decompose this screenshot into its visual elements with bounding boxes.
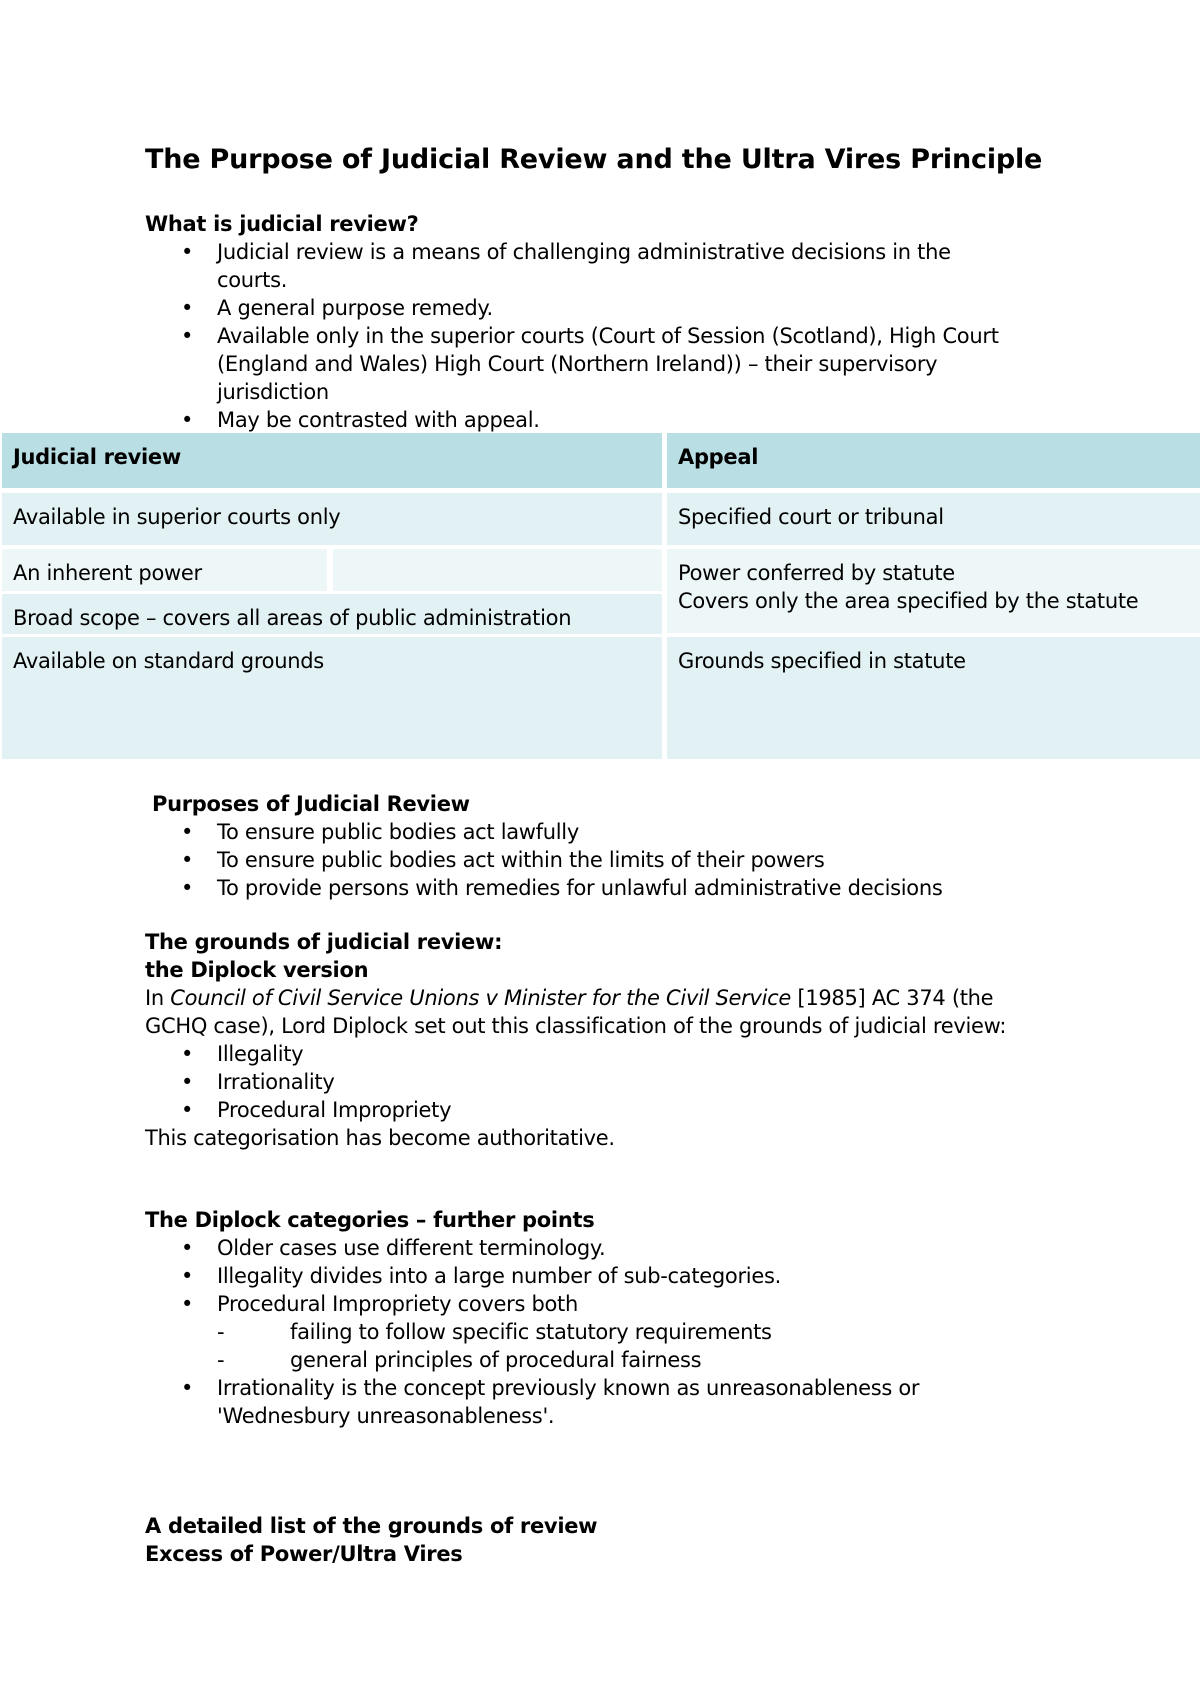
sub-list-item: - failing to follow specific statutory requirements [145,1318,1005,1346]
bullet-list [145,1374,1005,1430]
intro-suffix: [1985] AC 374 (the GCHQ case), Lord Diplock set out this classification of the grounds of judicial review: [145,986,1007,1038]
section-further-points [145,1206,1005,1430]
table-cell-line: Power conferred by statute [678,561,955,585]
intro-prefix: In [145,986,171,1010]
bullet-list [145,818,1045,902]
page-title: The Purpose of Judicial Review and the Ultra Vires Principle [145,144,1043,175]
list-item: • To ensure public bodies act within the limits of their powers [145,846,1045,874]
table-cell: An inherent power [2,549,327,591]
table-cell: Grounds specified in statute [667,637,1200,759]
section-purposes [145,790,1045,902]
section-heading: The Diplock categories – further points [145,1208,595,1232]
list-item: • Irrationality [145,1068,1025,1096]
list-item: • Judicial review is a means of challenging administrative decisions in the courts. [145,238,1005,294]
section-heading: A detailed list of the grounds of review [145,1514,598,1538]
table-cell: Available in superior courts only [2,493,662,545]
list-item: • Available only in the superior courts (Court of Session (Scotland), High Court (England and Wales) High Court (Northern Ireland)) – their supervisory jurisdiction [145,322,1005,406]
section-subheading: the Diplock version [145,958,369,982]
sub-list-item: - general principles of procedural fairness [145,1346,1005,1374]
list-item: • Irrationality is the concept previously known as unreasonableness or 'Wednesbury unreasonableness'. [145,1374,1005,1430]
bullet-list [145,1234,1005,1318]
section-subheading: Excess of Power/Ultra Vires [145,1542,463,1566]
section-what-is [145,210,1005,434]
list-item: • May be contrasted with appeal. [145,406,1005,434]
list-item: • Procedural Impropriety [145,1096,1025,1124]
section-heading: Purposes of Judicial Review [152,792,470,816]
table-cell-line: Covers only the area specified by the statute [678,589,1139,613]
case-name: Council of Civil Service Unions v Minister for the Civil Service [170,986,792,1010]
comparison-table [2,433,1200,759]
section-heading: The grounds of judicial review: [145,930,503,954]
list-item: • Illegality [145,1040,1025,1068]
bullet-list [145,1040,1025,1124]
list-item: • Illegality divides into a large number of sub-categories. [145,1262,1005,1290]
list-item: • Older cases use different terminology. [145,1234,1005,1262]
list-item: • A general purpose remedy. [145,294,1005,322]
list-item: • Procedural Impropriety covers both [145,1290,1005,1318]
grounds-intro [145,984,1025,1040]
table-cell: Available on standard grounds [2,637,662,759]
dash-list [145,1318,1005,1374]
bullet-list [145,238,1005,434]
table-header-appeal: Appeal [667,433,1200,488]
table-cell-merged [667,549,1200,633]
section-heading: What is judicial review? [145,212,419,236]
section-grounds [145,928,1025,1152]
list-item: • To ensure public bodies act lawfully [145,818,1045,846]
table-cell: Broad scope – covers all areas of public administration [2,594,662,634]
list-item: • To provide persons with remedies for unlawful administrative decisions [145,874,1045,902]
table-cell-empty [333,549,662,591]
grounds-closing: This categorisation has become authoritative. [145,1126,615,1150]
section-detailed-list [145,1512,1045,1568]
table-cell: Specified court or tribunal [667,493,1200,545]
table-header-judicial-review: Judicial review [2,433,662,488]
